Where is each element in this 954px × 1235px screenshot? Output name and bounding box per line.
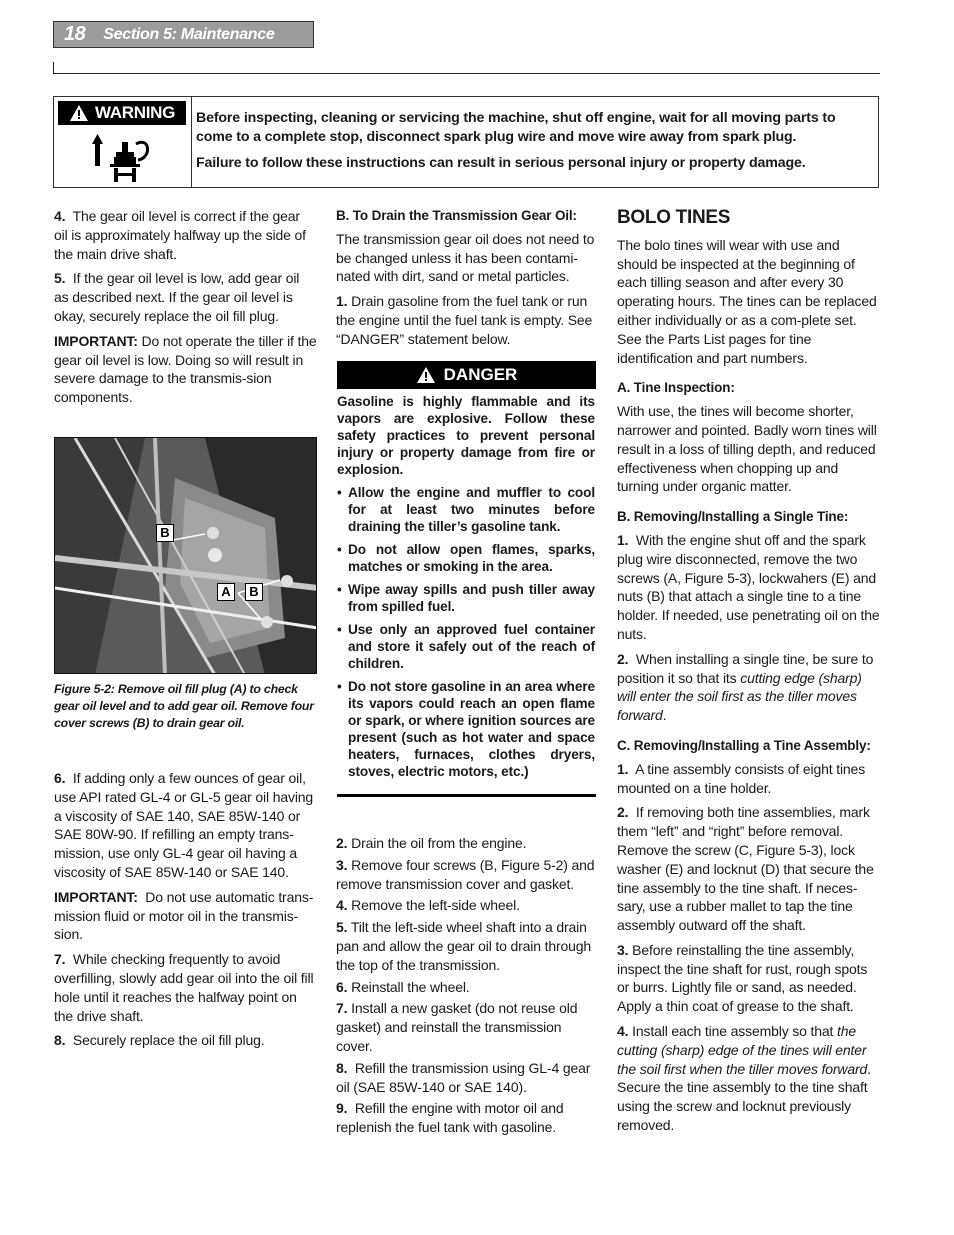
warning-text bbox=[196, 109, 874, 180]
drain-step-4: 4. Remove the left-side wheel. bbox=[336, 897, 520, 914]
tine-assembly-subheading: C. Removing/Installing a Tine Assembly: bbox=[617, 737, 871, 753]
transmission-photo-illustration bbox=[55, 438, 317, 674]
warning-header bbox=[58, 101, 186, 125]
header-rule bbox=[53, 73, 880, 74]
photo-label-a: A bbox=[217, 583, 235, 601]
danger-item: • Allow the engine and muffler to cool for at least two minutes before draining the tiller’s gasoline tank. bbox=[337, 484, 595, 535]
warning-label: WARNING bbox=[94, 103, 176, 122]
step-4: 4. The gear oil level is correct if the gear oil is approximately halfway up the side of the main drive shaft. bbox=[54, 208, 306, 262]
warning-instruction: Before inspecting, cleaning or servicing the machine, shut off engine, wait for all moving parts to come to a complete stop, disconnect spark plug wire and move wire away from spark plug. bbox=[196, 110, 836, 145]
photo-label-b-upper: B bbox=[156, 524, 174, 542]
page-number: 18 bbox=[64, 23, 86, 45]
important-note-2: IMPORTANT: Do not use automatic trans-mission fluid or motor oil in the transmis-sion. bbox=[54, 888, 314, 943]
warning-consequence: Failure to follow these instructions can result in serious personal injury or property damage. bbox=[196, 155, 806, 171]
spark-plug-disconnect-icon bbox=[92, 130, 156, 184]
step-6: 6. If adding only a few ounces of gear oil, use API rated GL-4 or GL-5 gear oil having a viscosity of SAE 140, SAE 85W-140 or SAE 80W-90. If refilling an empty trans-mission, use only GL-4 gear oil having a viscosity of SAE 85W-140 or SAE 140. bbox=[54, 770, 314, 880]
warning-symbol-panel bbox=[54, 97, 192, 187]
danger-header bbox=[337, 361, 596, 389]
photo-label-b-lower: B bbox=[245, 583, 263, 601]
danger-bottom-rule bbox=[337, 794, 596, 797]
single-tine-subheading: B. Removing/Installing a Single Tine: bbox=[617, 509, 849, 525]
drain-step-5: 5. Tilt the left-side wheel shaft into a drain pan and allow the gear oil to drain through the top of the transmission. bbox=[336, 919, 592, 973]
drain-subheading: B. To Drain the Transmission Gear Oil: bbox=[336, 208, 577, 223]
step-5: 5. If the gear oil level is low, add gear oil as described next. If the gear oil level is okay, securely replace the oil fill plug. bbox=[54, 270, 300, 324]
step-7: 7. While checking frequently to avoid overfilling, slowly add gear oil into the oil fill hole until it reaches the halfway point on the drive shaft. bbox=[54, 951, 314, 1024]
drain-step-3: 3. Remove four screws (B, Figure 5-2) and remove transmission cover and gasket. bbox=[336, 856, 595, 892]
bolo-tines-intro: The bolo tines will wear with use and should be inspected at the beginning of each tilling season and after every 30 operating hours. The tines can be replaced either individually or as a com-plete set. See the Parts List pages for tine identification and part numbers. bbox=[617, 236, 877, 366]
alert-triangle-icon bbox=[69, 104, 89, 122]
section-header bbox=[53, 21, 314, 48]
tine-assembly-step-3: 3. Before reinstalling the tine assembly, inspect the tine shaft for rust, rough spots or burrs. Lightly file or sand, as needed. Apply a thin coat of grease to the shaft. bbox=[617, 941, 868, 1015]
figure-5-2-photo bbox=[54, 437, 317, 674]
middle-column bbox=[336, 207, 598, 355]
single-tine-step-1: 1. With the engine shut off and the spark plug wire disconnected, remove the two screws (A, Figure 5-3), lockwahers (E) and nuts (B) that attach a single tine to a tine holder. If needed, use penetrating oil on the nuts. bbox=[617, 531, 880, 642]
tine-assembly-step-2: 2. If removing both tine assemblies, mark them “left” and “right” before removal. Remove the screw (C, Figure 5-3), lock washer (E) and locknut (D) that secure the tine assembly to the tine shaft. If neces-sary, use a rubber mallet to tap the tine assembly outward off the shaft. bbox=[617, 804, 874, 934]
danger-list bbox=[337, 484, 595, 780]
figure-caption: Figure 5-2: Remove oil fill plug (A) to check gear oil level and to add gear oil. Remove four cover screws (B) to drain gear oil. bbox=[54, 682, 314, 730]
drain-step-1: 1. Drain gasoline from the fuel tank or run the engine until the fuel tank is empty. See “DANGER” statement below. bbox=[336, 293, 593, 347]
step-8: 8. Securely replace the oil fill plug. bbox=[54, 1032, 265, 1049]
drain-step-9: 9. Refill the engine with motor oil and replenish the fuel tank with gasoline. bbox=[336, 1100, 564, 1136]
drain-intro: The transmission gear oil does not need to be changed unless it has been contami-nated with dirt, sand or metal particles. bbox=[336, 230, 595, 285]
tine-assembly-step-1: 1. A tine assembly consists of eight tines mounted on a tine holder. bbox=[617, 760, 866, 796]
single-tine-step-2: 2. When installing a single tine, be sure to position it so that its cutting edge (sharp) will enter the soil first as the tiller moves forward. bbox=[617, 650, 874, 724]
drain-step-6: 6. Reinstall the wheel. bbox=[336, 978, 470, 995]
danger-intro: Gasoline is highly flammable and its vapors are explosive. Follow these safety practices to prevent personal injury or property damage from fire or explosion. bbox=[337, 394, 595, 477]
middle-column-lower bbox=[336, 834, 598, 1140]
drain-step-7: 7. Install a new gasket (do not reuse old gasket) and reinstall the transmission cover. bbox=[336, 1000, 578, 1054]
left-column-lower bbox=[54, 769, 317, 1056]
section-title: Section 5: Maintenance bbox=[103, 25, 275, 43]
tine-inspection-subheading: A. Tine Inspection: bbox=[617, 380, 735, 396]
danger-item: • Do not store gasoline in an area where its vapors could reach an open flame or spark, or where ignition sources are present (such as hot water and space heaters, furnaces, clothes dryers, stoves, electric motors, etc.) bbox=[337, 678, 595, 780]
tine-inspection-text: With use, the tines will become shorter, narrower and pointed. Badly worn tines will result in a loss of tilling depth, and reduced effectiveness when chopping up and turning under organic matter. bbox=[617, 403, 877, 495]
danger-item: • Use only an approved fuel container and store it safely out of the reach of children. bbox=[337, 621, 595, 672]
danger-body bbox=[337, 393, 595, 786]
tine-assembly-step-4: 4. Install each tine assembly so that the cutting (sharp) edge of the tines will enter the soil first when the tiller moves forward. Secure the tine assembly to the tine shaft using the screw and locknut previously removed. bbox=[617, 1023, 871, 1134]
drain-step-8: 8. Refill the transmission using GL-4 gear oil (SAE 85W-140 or SAE 140). bbox=[336, 1059, 591, 1095]
danger-item: • Do not allow open flames, sparks, matches or smoking in the area. bbox=[337, 541, 595, 575]
bolo-tines-heading: BOLO TINES bbox=[617, 207, 731, 228]
important-note-1: IMPORTANT: Do not operate the tiller if the gear oil level is low. Doing so will result in severe damage to the transmis-sion components. bbox=[54, 332, 317, 406]
danger-label: DANGER bbox=[443, 365, 518, 384]
alert-triangle-icon bbox=[416, 366, 436, 384]
drain-step-2: 2. Drain the oil from the engine. bbox=[336, 835, 527, 851]
warning-box bbox=[53, 96, 879, 188]
danger-item: • Wipe away spills and push tiller away from spilled fuel. bbox=[337, 581, 595, 615]
right-column bbox=[617, 207, 880, 1141]
left-column bbox=[54, 207, 317, 413]
